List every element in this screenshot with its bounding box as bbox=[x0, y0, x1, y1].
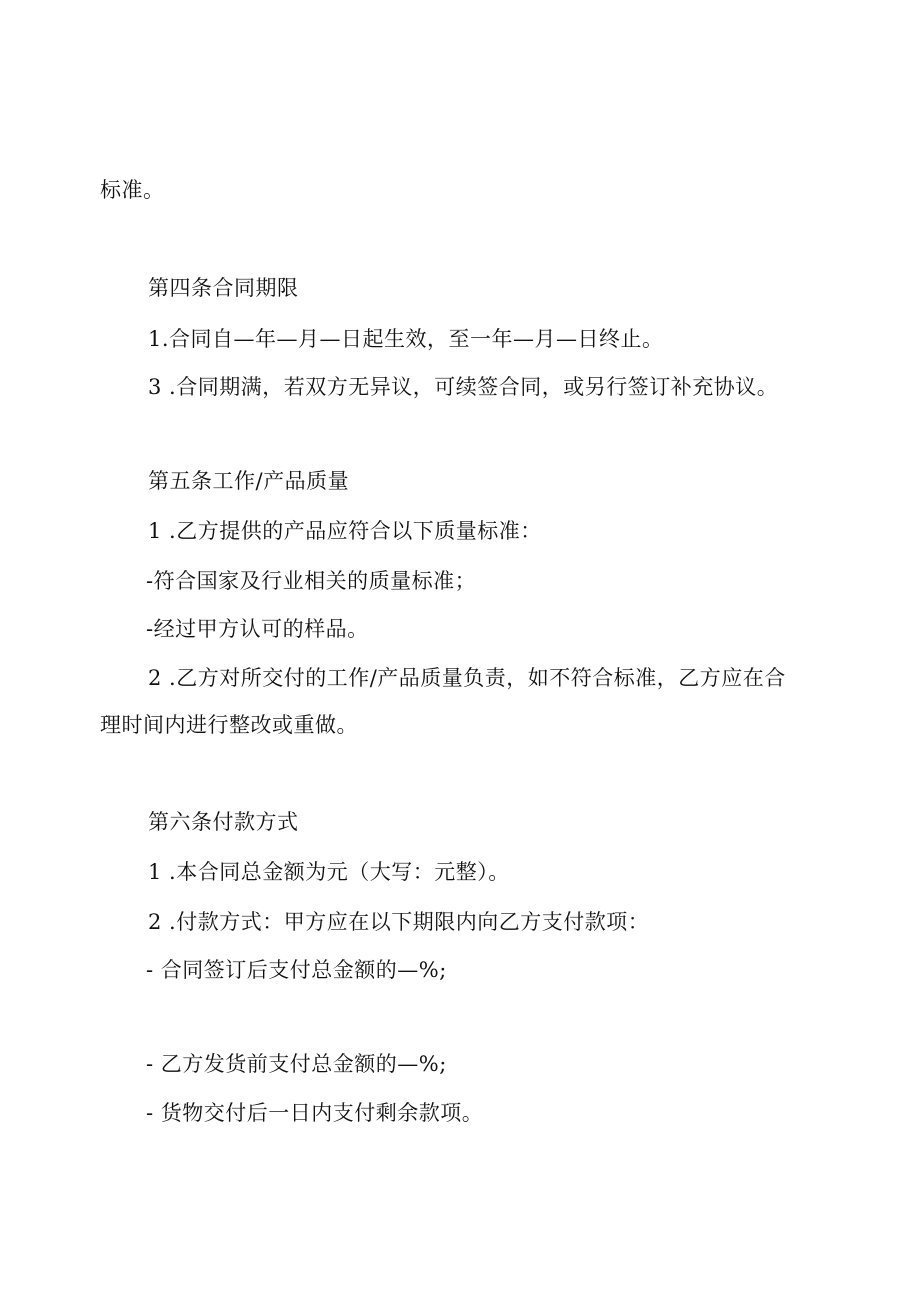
article-5-bullet-2: -经过甲方认可的样品。 bbox=[146, 617, 369, 641]
article-5-bullet-1: -符合国家及行业相关的质量标准； bbox=[146, 569, 477, 593]
article-6-clause-1: 1 .本合同总金额为元（大写：元整）。 bbox=[148, 860, 510, 884]
article-5-clause-1: 1 .乙方提供的产品应符合以下质量标准： bbox=[148, 519, 542, 543]
article-6-heading: 第六条付款方式 bbox=[148, 810, 299, 834]
article-5-heading: 第五条工作/产品质量 bbox=[148, 469, 350, 493]
payment-bullet-1: - 合同签订后支付总金额的—%; bbox=[146, 958, 447, 982]
continuation-text: 标准。 bbox=[100, 178, 165, 202]
article-4-heading: 第四条合同期限 bbox=[148, 276, 299, 300]
article-4-clause-3: 3 .合同期满，若双方无异议，可续签合同，或另行签订补充协议。 bbox=[148, 375, 779, 399]
payment-bullet-2: - 乙方发货前支付总金额的—%; bbox=[146, 1052, 447, 1076]
article-5-clause-2-cont: 理时间内进行整改或重做。 bbox=[100, 713, 358, 737]
article-4-clause-1: 1.合同自—年—月—日起生效，至一年—月—日终止。 bbox=[148, 327, 664, 351]
payment-bullet-3: - 货物交付后一日内支付剩余款项。 bbox=[146, 1101, 484, 1125]
article-5-clause-2: 2 .乙方对所交付的工作/产品质量负责，如不符合标准，乙方应在合 bbox=[148, 666, 786, 690]
article-6-clause-2: 2 .付款方式：甲方应在以下期限内向乙方支付款项： bbox=[148, 910, 650, 934]
